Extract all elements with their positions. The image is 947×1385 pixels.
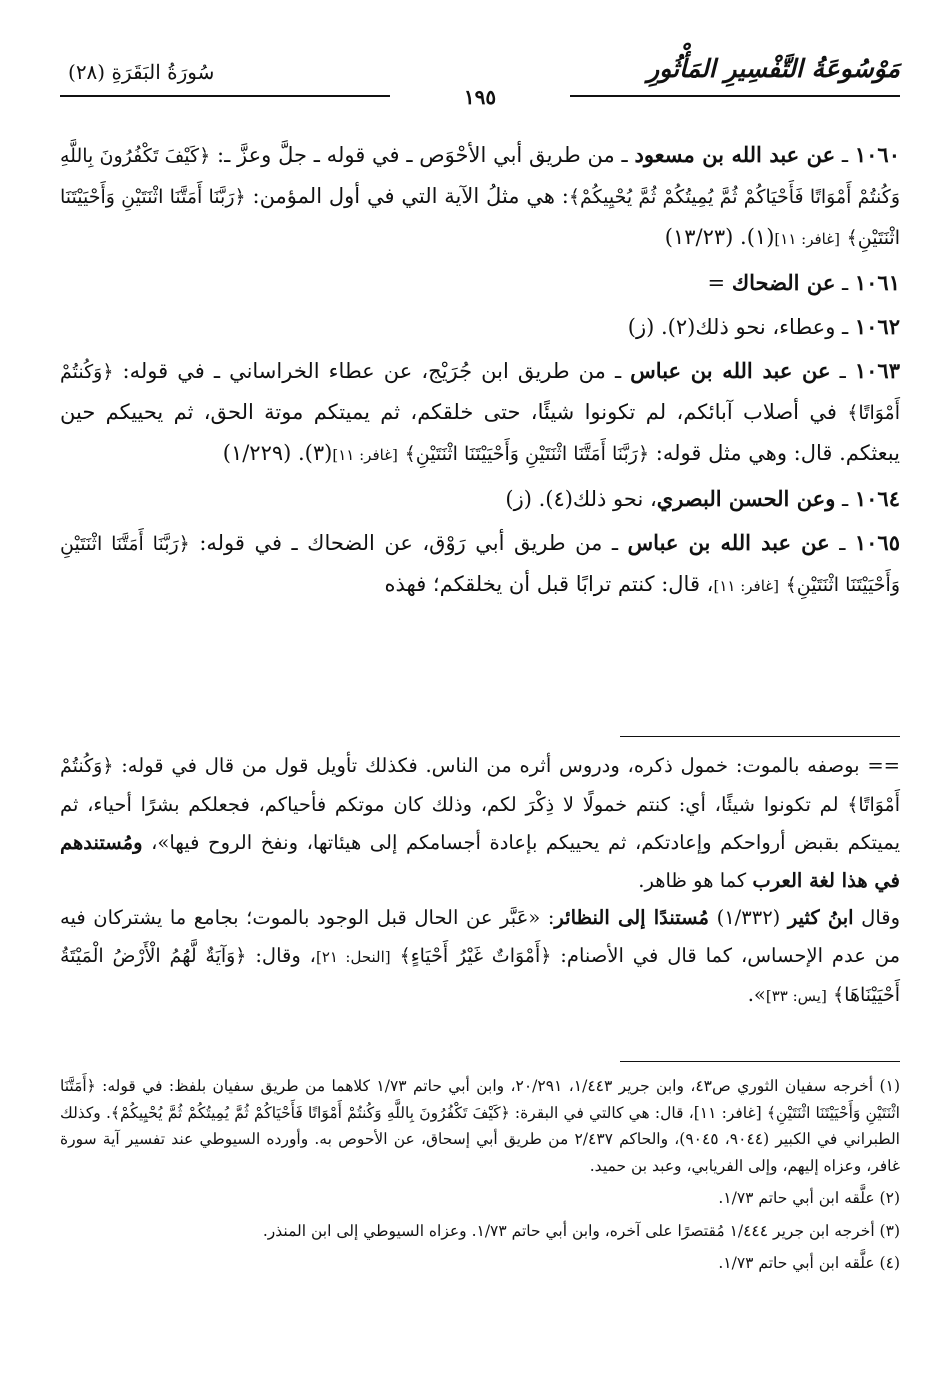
notes-separator [620,736,900,737]
entry-tail: (١). (١٣/٢٣) [664,225,775,249]
entry-number: ١٠٦٣ [854,358,900,383]
quran-quote-2: ﴿وَآيَةٌ لَّهُمُ الْأَرْضُ الْمَيْتَةُ أَحْيَيْنَاهَا﴾ [60,944,900,1006]
surah-label: سُورَةُ البَقَرَةِ (٢٨) [68,60,215,84]
entry-text: ـ من طريق أبي رَوْق، عن الضحاك ـ في قوله: [199,531,619,555]
note-paragraph-1 [60,747,900,899]
entry-name: عن عبد الله بن مسعود [634,142,836,167]
entry-1064: ١٠٦٤ ـ وعن الحسن البصري، نحو ذلك(٤). (ز) [505,486,900,511]
entry-1065: ١٠٦٥ ـ عن عبد الله بن عباس ـ من طريق أبي رَوْق، عن الضحاك ـ في قوله: ﴿رَبَّنَا أَمَتَّنَا اثْنَتَيْنِ وَأَحْيَيْتَنَا اثْنَتَيْنِ﴾ [غافر: ١١]، قال: كنتم ترابًا قبل أن يخلقكم؛ فهذه [60,530,900,596]
quran-quote-2: ﴿رَبَّنَا أَمَتَّنَا اثْنَتَيْنِ وَأَحْيَيْتَنَا اثْنَتَيْنِ﴾ [60,186,900,249]
footnote-1: (١) أخرجه سفيان الثوري ص٤٣، وابن جرير ١/٤٤٣، ٢٠/٢٩١، وابن أبي حاتم ١/٧٣ كلاهما من طريق سفيان بلفظ: في قوله: ﴿أَمَتَّنَا اثْنَتَيْنِ وَأَحْيَيْتَنَا اثْنَتَيْنِ﴾ [غافر: ١١]، قال: هي كالتي في البقرة: ﴿كَيْفَ تَكْفُرُونَ بِاللَّهِ وَكُنتُمْ أَمْوَاتًا فَأَحْيَاكُمْ ثُمَّ يُمِيتُكُمْ ثُمَّ يُحْيِيكُمْ﴾. وكذلك الطبراني في الكبير (٩٠٤٤، ٩٠٤٥)، والحاكم ٢/٤٣٧ من طريق أبي إسحاق، عن الأحوص به. وأورده السيوطي عند تفسير آية سورة غافر، وعزاه إليهم، وإلى الفريابي، وعبد بن حميد. [60,1077,900,1175]
note-text: وقال [861,906,901,929]
entry-name: عن الضحاك [731,270,836,295]
entry-1061: ١٠٦١ ـ عن الضحاك = [707,270,900,295]
entry-number: ١٠٦٢ [854,314,900,339]
entry-tail: (٣). (١/٢٢٩) [222,441,333,465]
quran-quote: ﴿أَمْوَاتٌ غَيْرُ أَحْيَاءٍ﴾ [399,944,552,967]
note-text-2: : «عَبَّر عن الحال قبل الوجود بالموت؛ بجامع ما يشتركان فيه من عدم الإحساس، كما قال في الأصنام: [60,906,901,967]
quran-quote: ﴿وَكُنتُمْ أَمْوَاتًا﴾ [60,361,900,424]
note-bold: ومُستندهم في هذا لغة العرب [60,831,900,892]
entry-tail: ، قال: كنتم ترابًا قبل أن يخلقكم؛ فهذه [384,572,714,596]
entry-text: ـ وعطاء، نحو ذلك(٢). (ز) [627,315,849,339]
page [60,50,900,1350]
entry-text: ، نحو ذلك(٤). (ز) [505,487,657,511]
note-bold: مُستندًا إلى النظائر [554,906,709,929]
quran-ref: [النحل: ٢١] [315,947,391,966]
quran-ref: [غافر: ١١] [713,577,779,595]
header-rule-right [570,95,900,97]
entry-1063: ١٠٦٣ ـ عن عبد الله بن عباس ـ من طريق ابن جُرَيْج، عن عطاء الخراساني ـ في قوله: ﴿وَكُنتُمْ أَمْوَاتًا﴾ في أصلاب آبائكم، لم تكونوا شيئًا، حتى خلقكم، ثم يميتكم موتة الحق، ثم يحييكم حين يبعثكم. قال: وهي مثل قوله: ﴿رَبَّنَا أَمَتَّنَا اثْنَتَيْنِ وَأَحْيَيْتَنَا اثْنَتَيْنِ﴾ [غافر: ١١](٣). (١/٢٢٩) [60,358,900,465]
entry-text: ـ من طريق أبي الأحْوَص ـ في قوله ـ جلَّ وعزَّ ـ: [217,143,628,167]
book-title: مَوْسُوعَةُ التَّفْسِيرِ المَأْثُورِ [647,54,900,83]
note-text-3: كما هو ظاهر. [638,868,747,892]
footnote-4: (٤) علَّقه ابن أبي حاتم ١/٧٣. [718,1254,900,1272]
entry-text-2: : هي مثلُ الآية التي في أول المؤمن: [252,184,569,208]
note-text: == بوصفه بالموت: خمول ذكره، ودروس أثره من الناس. فكذلك تأويل قول من قال في قوله: [121,754,901,777]
note-paragraph-2 [60,899,900,1016]
entry-number: ١٠٦٠ [854,142,900,167]
quran-quote-2: ﴿رَبَّنَا أَمَتَّنَا اثْنَتَيْنِ وَأَحْيَيْتَنَا اثْنَتَيْنِ﴾ [404,443,650,465]
note-name: ابنُ كثير [787,906,854,929]
note-ref: (١/٣٣٢) [716,906,781,929]
footnote-2: (٢) علَّقه ابن أبي حاتم ١/٧٣. [718,1189,900,1207]
quran-quote: ﴿رَبَّنَا أَمَتَّنَا اثْنَتَيْنِ وَأَحْيَيْتَنَا اثْنَتَيْنِ﴾ [60,533,900,596]
commentary-notes [60,747,900,1016]
quran-ref: [غافر: ١١] [774,230,840,248]
footnote-3: (٣) أخرجه ابن جرير ١/٤٤٤ مُقتصرًا على آخره، وابن أبي حاتم ١/٧٣. وعزاه السيوطي إلى ابن المنذر. [262,1221,900,1240]
quran-quote: ﴿وَكُنتُمْ أَمْوَاتًا﴾ [60,755,900,816]
entry-name: وعن الحسن البصري [656,486,836,511]
note-text-3: ، وقال: [255,943,316,967]
entry-text-2: في أصلاب آبائكم، لم تكونوا شيئًا، حتى خلقكم، ثم يميتكم موتة الحق، ثم يحييكم حين يبعثكم. قال: وهي مثل قوله: [60,400,900,465]
header-rule-left [60,95,390,97]
entry-1060: ١٠٦٠ ـ عن عبد الله بن مسعود ـ من طريق أبي الأحْوَص ـ في قوله ـ جلَّ وعزَّ ـ: ﴿كَيْفَ تَكْفُرُونَ بِاللَّهِ وَكُنتُمْ أَمْوَاتًا فَأَحْيَاكُمْ ثُمَّ يُمِيتُكُمْ ثُمَّ يُحْيِيكُمْ﴾: هي مثلُ الآية التي في أول المؤمن: ﴿رَبَّنَا أَمَتَّنَا اثْنَتَيْنِ وَأَحْيَيْتَنَا اثْنَتَيْنِ﴾ [غافر: ١١](١). (١٣/٢٣) [60,142,900,249]
entry-name: عن عبد الله بن عباس [630,358,831,383]
quran-ref-2: [يس: ٣٣] [765,987,827,1005]
entry-text: ـ من طريق ابن جُرَيْج، عن عطاء الخراساني ـ في قوله: [122,359,622,383]
main-text [60,135,900,610]
note-text-4: ». [747,983,766,1006]
entry-number: ١٠٦٥ [854,530,900,555]
entry-name: عن عبد الله بن عباس [627,530,830,555]
entry-number: ١٠٦١ [854,270,900,295]
footnotes-separator [620,1061,900,1062]
entry-1062 [60,307,900,347]
note-text-2: لم تكونوا شيئًا، أي: كنتم خمولًا لا ذِكْرَ لكم، وذلك كان موتكم فأحياكم، فجعلكم بشرًا أحياء، ثم يميتكم بقبض أرواحكم وإعادتكم، ثم يحييكم بإعادة أجسامكم إلى هيئاتها، ونفخ الروح فيها»، [60,792,901,854]
entry-text: = [707,271,726,295]
quran-quote: ﴿كَيْفَ تَكْفُرُونَ بِاللَّهِ وَكُنتُمْ أَمْوَاتًا فَأَحْيَاكُمْ ثُمَّ يُمِيتُكُمْ ثُمَّ يُحْيِيكُمْ﴾ [60,145,900,208]
page-number: ١٩٥ [463,85,497,109]
page-header [60,50,900,109]
quran-ref: [غافر: ١١] [332,446,398,464]
footnotes [60,1073,900,1283]
entry-number: ١٠٦٤ [854,486,900,511]
